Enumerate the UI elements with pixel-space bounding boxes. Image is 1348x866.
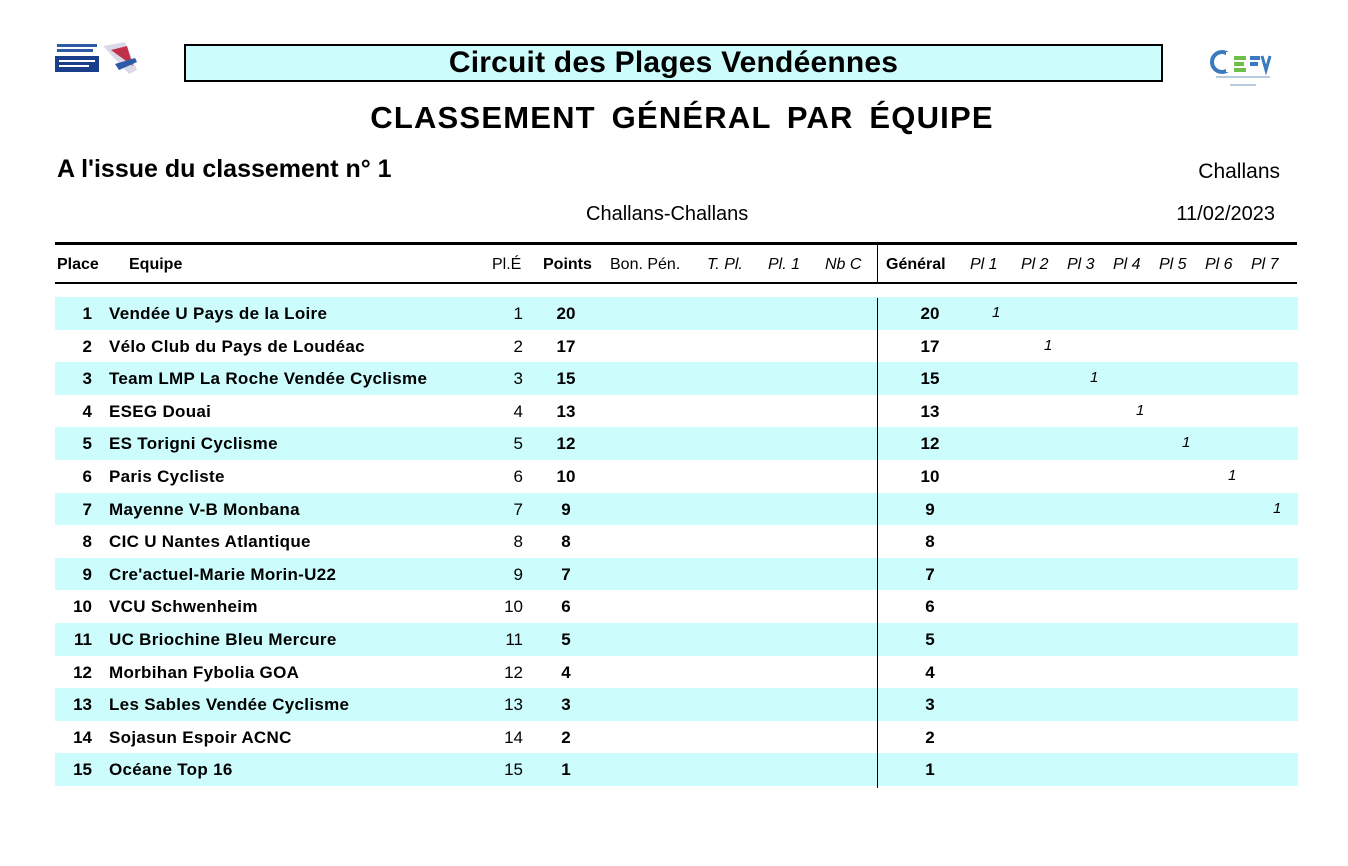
- cell-pl7: 1: [1273, 499, 1282, 517]
- cell-general: 3: [925, 695, 935, 715]
- header-bottom-rule: [55, 282, 1297, 284]
- cell-team: Sojasun Espoir ACNC: [109, 727, 292, 747]
- col-place: Place: [57, 256, 99, 273]
- cell-place: 2: [82, 336, 92, 356]
- cell-team: ES Torigni Cyclisme: [109, 434, 278, 454]
- cell-points: 20: [556, 304, 576, 323]
- col-equipe: Equipe: [129, 256, 183, 273]
- col-p4: Pl 4: [1113, 256, 1141, 273]
- cell-points: 8: [561, 532, 571, 552]
- cell-team: ESEG Douai: [109, 401, 212, 421]
- cell-ple: 4: [513, 401, 523, 421]
- col-pl1: Pl. 1: [768, 256, 801, 273]
- federation-logo: [55, 40, 139, 80]
- cell-team: UC Briochine Bleu Mercure: [109, 629, 337, 649]
- cell-ple: 13: [504, 695, 523, 715]
- cell-pl6: 1: [1228, 466, 1237, 484]
- cell-points: 13: [556, 401, 576, 421]
- cell-general: 1: [925, 760, 935, 780]
- row-background: [55, 460, 1298, 493]
- table-row: [0, 525, 1348, 558]
- page-subtitle: CLASSEMENT GÉNÉRAL PAR ÉQUIPE: [370, 100, 994, 135]
- table-row: [0, 460, 1348, 493]
- cell-points: 3: [561, 695, 571, 715]
- cell-ple: 12: [504, 662, 523, 682]
- cell-place: 13: [73, 695, 92, 715]
- cell-ple: 3: [513, 369, 523, 389]
- cell-points: 1: [561, 760, 571, 780]
- cell-points: 6: [561, 597, 571, 617]
- col-bon-pen: Bon. Pén.: [610, 256, 681, 273]
- row-background: [55, 753, 1298, 786]
- cell-general: 12: [920, 434, 940, 454]
- col-p1: Pl 1: [970, 256, 998, 273]
- standings-table: [0, 297, 1348, 786]
- cell-place: 5: [82, 434, 92, 454]
- cell-ple: 15: [504, 760, 523, 780]
- col-points: Points: [543, 256, 592, 273]
- col-general: Général: [886, 256, 946, 273]
- col-p2: Pl 2: [1021, 256, 1049, 273]
- cell-general: 17: [920, 336, 940, 356]
- col-p6: Pl 6: [1205, 256, 1233, 273]
- cell-pl4: 1: [1136, 401, 1145, 419]
- cell-pl2: 1: [1044, 336, 1053, 354]
- cell-general: 4: [925, 662, 935, 682]
- cell-points: 4: [561, 662, 571, 682]
- col-nbc: Nb C: [825, 256, 862, 273]
- cell-general: 7: [925, 564, 935, 584]
- cell-place: 4: [82, 401, 92, 421]
- row-background: [55, 395, 1298, 428]
- cell-general: 2: [925, 727, 935, 747]
- table-row: [0, 753, 1348, 786]
- cell-points: 7: [561, 564, 571, 584]
- city-label: Challans: [1198, 160, 1280, 183]
- cell-place: 7: [82, 499, 92, 519]
- cell-ple: 9: [513, 564, 523, 584]
- cell-team: VCU Schwenheim: [109, 597, 258, 617]
- cell-pl3: 1: [1090, 369, 1099, 387]
- cell-points: 15: [556, 369, 576, 389]
- cell-team: Paris Cycliste: [109, 466, 225, 486]
- cell-team: Cre'actuel-Marie Morin-U22: [109, 564, 337, 584]
- cell-place: 11: [74, 629, 92, 649]
- table-row: [0, 395, 1348, 428]
- cell-team: Vendée U Pays de la Loire: [109, 304, 328, 323]
- cell-points: 9: [561, 499, 571, 519]
- table-row: [0, 493, 1348, 526]
- cell-points: 17: [556, 336, 576, 356]
- cell-team: CIC U Nantes Atlantique: [109, 532, 311, 552]
- cell-ple: 2: [513, 336, 523, 356]
- col-p7: Pl 7: [1251, 256, 1279, 273]
- cell-pl1: 1: [992, 304, 1001, 321]
- cell-points: 10: [556, 466, 576, 486]
- body-divider: [877, 298, 878, 788]
- table-row: [0, 427, 1348, 460]
- table-row: [0, 590, 1348, 623]
- cell-place: 1: [82, 304, 92, 323]
- cell-place: 12: [73, 662, 92, 682]
- cell-team: Morbihan Fybolia GOA: [109, 662, 300, 682]
- cell-general: 20: [920, 304, 940, 323]
- cell-team: Mayenne V-B Monbana: [109, 499, 300, 519]
- cell-general: 5: [925, 629, 935, 649]
- table-row: [0, 721, 1348, 754]
- cell-ple: 6: [513, 466, 523, 486]
- cell-place: 6: [82, 466, 92, 486]
- cell-general: 8: [925, 532, 935, 552]
- table-row: [0, 688, 1348, 721]
- cell-team: Team LMP La Roche Vendée Cyclisme: [109, 369, 428, 389]
- stage-label: Challans-Challans: [586, 203, 749, 225]
- cell-points: 12: [556, 434, 576, 454]
- cell-ple: 8: [513, 532, 523, 552]
- cell-ple: 11: [505, 629, 523, 649]
- cell-place: 3: [82, 369, 92, 389]
- cell-team: Vélo Club du Pays de Loudéac: [109, 336, 365, 356]
- classification-issue: A l'issue du classement n° 1: [57, 155, 392, 183]
- cell-general: 13: [920, 401, 940, 421]
- cell-ple: 5: [513, 434, 523, 454]
- col-p5: Pl 5: [1159, 256, 1187, 273]
- page-title: Circuit des Plages Vendéennes: [184, 44, 1163, 82]
- table-row: [0, 362, 1348, 395]
- table-row: [0, 656, 1348, 689]
- table-header: [0, 245, 1348, 282]
- header-divider: [877, 245, 878, 282]
- cell-team: Océane Top 16: [109, 760, 233, 780]
- date-label: 11/02/2023: [1176, 203, 1275, 225]
- cell-general: 10: [920, 466, 940, 486]
- cell-general: 9: [925, 499, 935, 519]
- col-p3: Pl 3: [1067, 256, 1095, 273]
- cell-place: 14: [73, 727, 92, 747]
- cell-ple: 7: [513, 499, 523, 519]
- cell-place: 10: [73, 597, 92, 617]
- cell-place: 15: [73, 760, 92, 780]
- cell-general: 6: [925, 597, 935, 617]
- cell-points: 2: [561, 727, 571, 747]
- organizer-logo: [1208, 44, 1278, 92]
- cell-pl5: 1: [1182, 434, 1191, 452]
- col-ple: Pl.É: [492, 256, 522, 273]
- cell-team: Les Sables Vendée Cyclisme: [109, 695, 350, 715]
- cell-place: 9: [82, 564, 92, 584]
- cell-ple: 1: [513, 304, 523, 323]
- cell-ple: 10: [504, 597, 523, 617]
- cell-place: 8: [82, 532, 92, 552]
- table-row: [0, 297, 1348, 330]
- col-tpl: T. Pl.: [707, 256, 743, 273]
- table-row: [0, 558, 1348, 591]
- cell-ple: 14: [504, 727, 523, 747]
- table-row: [0, 623, 1348, 656]
- cell-points: 5: [561, 629, 571, 649]
- cell-general: 15: [920, 369, 940, 389]
- table-row: [0, 330, 1348, 363]
